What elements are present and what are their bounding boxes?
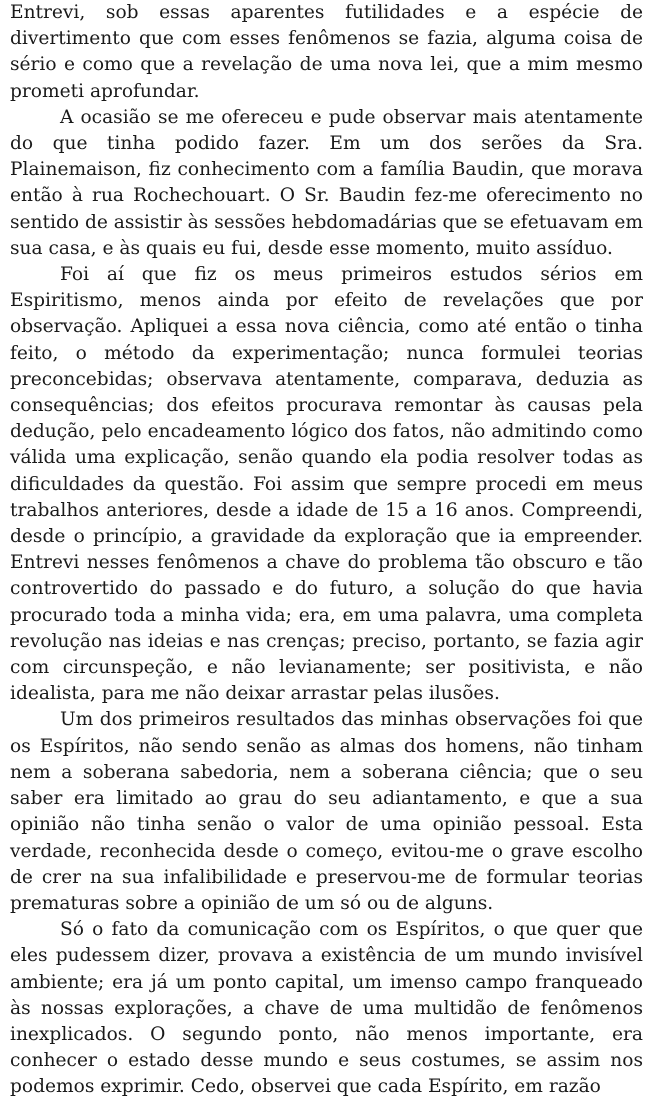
paragraph-2: A ocasião se me ofereceu e pude observar mais atentamente do que tinha podido fazer. Em um dos serões da Sra. Plainemaison, fiz conhecimento com a família Baudin, que morava então à rua Rochechouart. O Sr. Baudin fez-me oferecimento no sentido de assistir às sessões hebdomadárias que se efetuavam em sua casa, e às quais eu fui, desde esse momento, muito assíduo. (10, 106, 643, 259)
paragraph-4: Um dos primeiros resultados das minhas observações foi que os Espíritos, não sendo senão as almas dos homens, não tinham nem a soberana sabedoria, nem a soberana ciência; que o seu saber era limitado ao grau do seu adiantamento, e que a sua opinião não tinha senão o valor de uma opinião pessoal. Esta verdade, reconhecida desde o começo, evitou-me o grave escolho de crer na sua infalibilidade e preservou-me de formular teorias prematuras sobre a opinião de um só ou de alguns. (10, 709, 643, 914)
paragraph-1: Entrevi, sob essas aparentes futilidades e a espécie de divertimento que com esses fenômenos se fazia, alguma coisa de sério e como que a revelação de uma nova lei, que a mim mesmo prometi aprofundar. (10, 2, 643, 102)
paragraph-5: Só o fato da comunicação com os Espíritos, o que quer que eles pudessem dizer, provava a existência de um mundo invisível ambiente; era já um ponto capital, um imenso campo franqueado às nossas explorações, a chave de uma multidão de fenômenos inexplicados. O segundo ponto, não menos importante, era conhecer o estado desse mundo e seus costumes, se assim nos podemos exprimir. Cedo, observei que cada Espírito, em razão (10, 919, 643, 1098)
paragraph-3: Foi aí que fiz os meus primeiros estudos sérios em Espiritismo, menos ainda por efeito de revelações que por observação. Apliquei a essa nova ciência, como até então o tinha feito, o método da experimentação; nunca formulei teorias preconcebidas; observava atentamente, comparava, deduzia as consequências; dos efeitos procurava remontar às causas pela dedução, pelo encadeamento lógico dos fatos, não admitindo como válida uma explicação, senão quando ela podia resolver todas as dificuldades da questão. Foi assim que sempre procedi em meus trabalhos anteriores, desde a idade de 15 a 16 anos. Compreendi, desde o princípio, a gravidade da exploração que ia empreender. Entrevi nesses fenômenos a chave do problema tão obscuro e tão controvertido do passado e do futuro, a solução do que havia procurado toda a minha vida; era, em uma palavra, uma completa revolução nas ideias e nas crenças; preciso, portanto, se fazia agir com circunspeção, e não levianamente; ser positivista, e não idealista, para me não deixar arrastar pelas ilusões. (10, 264, 643, 705)
book-page-text (10, 0, 643, 1101)
